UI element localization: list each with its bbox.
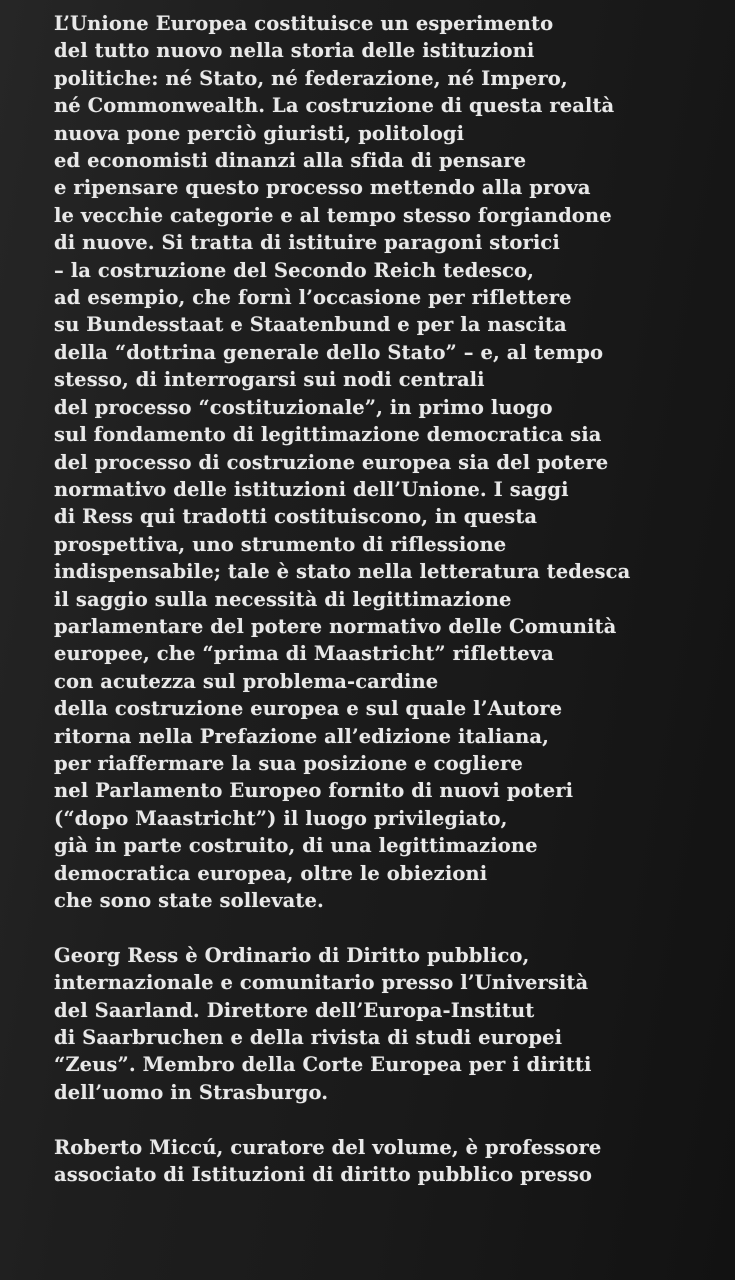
text-line: ad esempio, che fornì l’occasione per riflettere [54, 286, 572, 310]
cover-text [54, 10, 724, 1188]
text-line: già in parte costruito, di una legittimazione [54, 834, 538, 858]
text-line: di nuove. Si tratta di istituire paragoni storici [54, 231, 560, 255]
paragraph-3 [54, 1134, 724, 1189]
text-line: parlamentare del potere normativo delle Comunità [54, 614, 617, 638]
text-line: della “dottrina generale dello Stato” – e, al tempo [54, 340, 604, 364]
text-line: Roberto Miccú, curatore del volume, è professore [54, 1135, 602, 1159]
text-line: del Saarland. Direttore dell’Europa-Institut [54, 998, 535, 1022]
text-line: europee, che “prima di Maastricht” rifletteva [54, 642, 554, 666]
text-line: – la costruzione del Secondo Reich tedesco, [54, 258, 535, 282]
text-line: indispensabile; tale è stato nella letteratura tedesca [54, 560, 631, 584]
text-line: associato di Istituzioni di diritto pubblico presso [54, 1163, 593, 1187]
paragraph-2 [54, 942, 724, 1106]
text-line: politiche: né Stato, né federazione, né Impero, [54, 66, 568, 90]
text-line: ritorna nella Prefazione all’edizione italiana, [54, 724, 549, 748]
text-line: su Bundesstaat e Staatenbund e per la nascita [54, 313, 567, 337]
text-line: di Ress qui tradotti costituiscono, in questa [54, 505, 538, 529]
text-line: democratica europea, oltre le obiezioni [54, 861, 488, 885]
text-line: le vecchie categorie e al tempo stesso forgiandone [54, 203, 612, 227]
paragraph-gap [54, 1106, 724, 1133]
paragraph-1 [54, 10, 724, 914]
text-line: “Zeus”. Membro della Corte Europea per i diritti [54, 1053, 592, 1077]
text-line: (“dopo Maastricht”) il luogo privilegiato, [54, 806, 508, 830]
text-line: sul fondamento di legittimazione democratica sia [54, 423, 602, 447]
text-line: internazionale e comunitario presso l’Università [54, 971, 589, 995]
text-line: e ripensare questo processo mettendo alla prova [54, 176, 591, 200]
paragraph-gap [54, 914, 724, 941]
text-line: che sono state sollevate. [54, 889, 324, 912]
text-line: stesso, di interrogarsi sui nodi centrali [54, 368, 485, 392]
text-line: nel Parlamento Europeo fornito di nuovi poteri [54, 779, 574, 803]
text-line: con acutezza sul problema-cardine [54, 669, 439, 693]
text-line: nuova pone perciò giuristi, politologi [54, 121, 465, 145]
text-line: di Saarbruchen e della rivista di studi europei [54, 1026, 563, 1050]
text-line: del processo “costituzionale”, in primo luogo [54, 395, 553, 419]
text-line: prospettiva, uno strumento di riflessione [54, 532, 507, 556]
text-line: dell’uomo in Strasburgo. [54, 1080, 329, 1104]
text-line: Georg Ress è Ordinario di Diritto pubblico, [54, 943, 530, 967]
text-line: della costruzione europea e sul quale l’Autore [54, 697, 563, 721]
text-line: del processo di costruzione europea sia del potere [54, 450, 609, 474]
text-line: per riaffermare la sua posizione e cogliere [54, 751, 523, 775]
text-line: il saggio sulla necessità di legittimazione [54, 587, 512, 611]
text-line: né Commonwealth. La costruzione di questa realtà [54, 94, 615, 118]
text-line: del tutto nuovo nella storia delle istituzioni [54, 39, 535, 63]
text-line: L’Unione Europea costituisce un esperimento [54, 12, 554, 35]
text-line: ed economisti dinanzi alla sfida di pensare [54, 149, 527, 173]
text-line: normativo delle istituzioni dell’Unione. I saggi [54, 477, 569, 501]
